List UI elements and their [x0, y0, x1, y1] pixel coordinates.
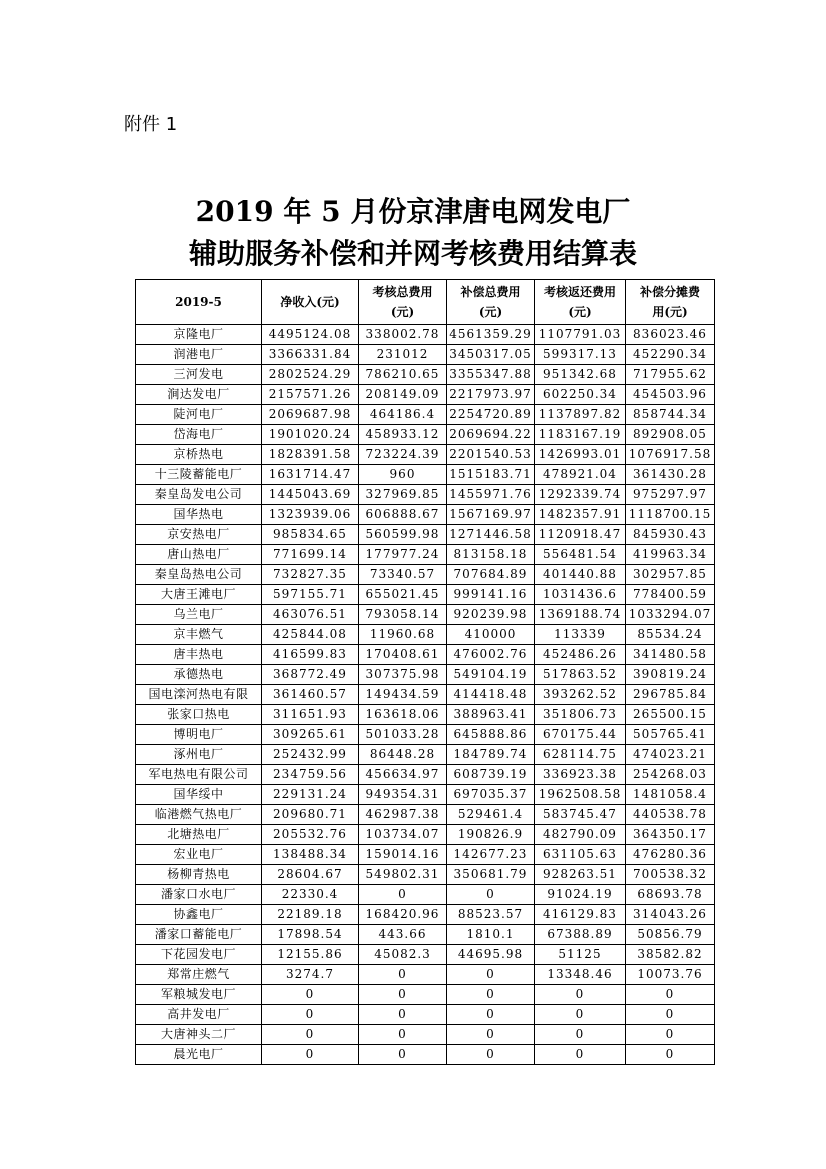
value-cell: 45082.3: [359, 945, 447, 965]
value-cell: 583745.47: [535, 805, 626, 825]
value-cell: 0: [359, 885, 447, 905]
value-cell: 999141.16: [447, 585, 535, 605]
value-cell: 1482357.91: [535, 505, 626, 525]
value-cell: 68693.78: [626, 885, 715, 905]
plant-name-cell: 秦皇岛热电公司: [136, 565, 262, 585]
column-header: [447, 280, 535, 325]
value-cell: 0: [359, 1045, 447, 1065]
value-cell: 1631714.47: [262, 465, 359, 485]
column-header: [626, 280, 715, 325]
value-cell: 0: [447, 1025, 535, 1045]
plant-name-cell: 博明电厂: [136, 725, 262, 745]
value-cell: 949354.31: [359, 785, 447, 805]
value-cell: 778400.59: [626, 585, 715, 605]
value-cell: 1118700.15: [626, 505, 715, 525]
value-cell: 1567169.97: [447, 505, 535, 525]
value-cell: 163618.06: [359, 705, 447, 725]
value-cell: 0: [447, 965, 535, 985]
table-row: [136, 345, 715, 365]
value-cell: 1481058.4: [626, 785, 715, 805]
plant-name-cell: 涿州电厂: [136, 745, 262, 765]
column-header: [535, 280, 626, 325]
value-cell: 732827.35: [262, 565, 359, 585]
column-header: [262, 280, 359, 325]
column-header-text: 考核返还费用: [543, 285, 616, 299]
value-cell: 463076.51: [262, 605, 359, 625]
plant-name-cell: 国电滦河热电有限: [136, 685, 262, 705]
table-row: [136, 1025, 715, 1045]
value-cell: 786210.65: [359, 365, 447, 385]
table-row: [136, 785, 715, 805]
plant-name-cell: 京桥热电: [136, 445, 262, 465]
value-cell: 361460.57: [262, 685, 359, 705]
value-cell: 517863.52: [535, 665, 626, 685]
value-cell: 478921.04: [535, 465, 626, 485]
value-cell: 858744.34: [626, 405, 715, 425]
value-cell: 1445043.69: [262, 485, 359, 505]
value-cell: 920239.98: [447, 605, 535, 625]
plant-name-cell: 三河发电: [136, 365, 262, 385]
value-cell: 0: [359, 985, 447, 1005]
value-cell: 670175.44: [535, 725, 626, 745]
value-cell: 2069687.98: [262, 405, 359, 425]
plant-name-cell: 乌兰电厂: [136, 605, 262, 625]
value-cell: 2069694.22: [447, 425, 535, 445]
value-cell: 505765.41: [626, 725, 715, 745]
value-cell: 1107791.03: [535, 325, 626, 345]
table-row: [136, 1045, 715, 1065]
plant-name-cell: 大唐王滩电厂: [136, 585, 262, 605]
value-cell: 361430.28: [626, 465, 715, 485]
value-cell: 975297.97: [626, 485, 715, 505]
value-cell: 1120918.47: [535, 525, 626, 545]
value-cell: 1183167.19: [535, 425, 626, 445]
value-cell: 1455971.76: [447, 485, 535, 505]
value-cell: 229131.24: [262, 785, 359, 805]
value-cell: 549104.19: [447, 665, 535, 685]
table-row: [136, 985, 715, 1005]
value-cell: 723224.39: [359, 445, 447, 465]
plant-name-cell: 国华热电: [136, 505, 262, 525]
value-cell: 458933.12: [359, 425, 447, 445]
value-cell: 393262.52: [535, 685, 626, 705]
table-row: [136, 705, 715, 725]
value-cell: 1828391.58: [262, 445, 359, 465]
value-cell: 0: [262, 985, 359, 1005]
value-cell: 985834.65: [262, 525, 359, 545]
value-cell: 22189.18: [262, 905, 359, 925]
value-cell: 599317.13: [535, 345, 626, 365]
value-cell: 388963.41: [447, 705, 535, 725]
plant-name-cell: 潘家口蓄能电厂: [136, 925, 262, 945]
value-cell: 476002.76: [447, 645, 535, 665]
value-cell: 168420.96: [359, 905, 447, 925]
value-cell: 482790.09: [535, 825, 626, 845]
value-cell: 0: [262, 1005, 359, 1025]
value-cell: 606888.67: [359, 505, 447, 525]
column-header-text: 补偿总费用: [460, 285, 521, 299]
value-cell: 697035.37: [447, 785, 535, 805]
settlement-table: [135, 279, 715, 1065]
plant-name-cell: 下花园发电厂: [136, 945, 262, 965]
column-header-text: 净收入(元): [280, 295, 340, 309]
table-header: [136, 280, 715, 325]
table-row: [136, 925, 715, 945]
value-cell: 700538.32: [626, 865, 715, 885]
value-cell: 1901020.24: [262, 425, 359, 445]
value-cell: 1033294.07: [626, 605, 715, 625]
value-cell: 1323939.06: [262, 505, 359, 525]
plant-name-cell: 张家口热电: [136, 705, 262, 725]
table-row: [136, 465, 715, 485]
attachment-label: 附件 1: [124, 114, 178, 135]
column-header: [136, 280, 262, 325]
value-cell: 549802.31: [359, 865, 447, 885]
plant-name-cell: 京安热电厂: [136, 525, 262, 545]
plant-name-cell: 郑常庄燃气: [136, 965, 262, 985]
value-cell: 425844.08: [262, 625, 359, 645]
value-cell: 1962508.58: [535, 785, 626, 805]
value-cell: 892908.05: [626, 425, 715, 445]
value-cell: 1369188.74: [535, 605, 626, 625]
plant-name-cell: 国华绥中: [136, 785, 262, 805]
value-cell: 170408.61: [359, 645, 447, 665]
value-cell: 645888.86: [447, 725, 535, 745]
value-cell: 368772.49: [262, 665, 359, 685]
value-cell: 12155.86: [262, 945, 359, 965]
value-cell: 556481.54: [535, 545, 626, 565]
table-row: [136, 585, 715, 605]
value-cell: 474023.21: [626, 745, 715, 765]
value-cell: 0: [535, 1005, 626, 1025]
value-cell: 149434.59: [359, 685, 447, 705]
value-cell: 2157571.26: [262, 385, 359, 405]
value-cell: 928263.51: [535, 865, 626, 885]
value-cell: 13348.46: [535, 965, 626, 985]
plant-name-cell: 十三陵蓄能电厂: [136, 465, 262, 485]
plant-name-cell: 宏业电厂: [136, 845, 262, 865]
value-cell: 443.66: [359, 925, 447, 945]
value-cell: 813158.18: [447, 545, 535, 565]
table-row: [136, 725, 715, 745]
plant-name-cell: 秦皇岛发电公司: [136, 485, 262, 505]
value-cell: 793058.14: [359, 605, 447, 625]
value-cell: 38582.82: [626, 945, 715, 965]
plant-name-cell: 唐丰热电: [136, 645, 262, 665]
value-cell: 845930.43: [626, 525, 715, 545]
plant-name-cell: 杨柳青热电: [136, 865, 262, 885]
plant-name-cell: 岱海电厂: [136, 425, 262, 445]
value-cell: 0: [535, 1045, 626, 1065]
column-header-text: (元): [568, 305, 592, 319]
value-cell: 960: [359, 465, 447, 485]
page-title-line2: 辅助服务补偿和并网考核费用结算表: [188, 237, 637, 270]
value-cell: 602250.34: [535, 385, 626, 405]
value-cell: 22330.4: [262, 885, 359, 905]
table-row: [136, 645, 715, 665]
table-row: [136, 445, 715, 465]
table-row: [136, 885, 715, 905]
table-row: [136, 1005, 715, 1025]
table-row: [136, 625, 715, 645]
value-cell: 1810.1: [447, 925, 535, 945]
table-row: [136, 385, 715, 405]
plant-name-cell: 润港电厂: [136, 345, 262, 365]
value-cell: 631105.63: [535, 845, 626, 865]
value-cell: 309265.61: [262, 725, 359, 745]
plant-name-cell: 北塘热电厂: [136, 825, 262, 845]
table-row: [136, 905, 715, 925]
value-cell: 138488.34: [262, 845, 359, 865]
value-cell: 205532.76: [262, 825, 359, 845]
value-cell: 159014.16: [359, 845, 447, 865]
table-row: [136, 525, 715, 545]
value-cell: 88523.57: [447, 905, 535, 925]
value-cell: 416129.83: [535, 905, 626, 925]
table-row: [136, 745, 715, 765]
value-cell: 836023.46: [626, 325, 715, 345]
plant-name-cell: 涧达发电厂: [136, 385, 262, 405]
value-cell: 113339: [535, 625, 626, 645]
value-cell: 208149.09: [359, 385, 447, 405]
value-cell: 85534.24: [626, 625, 715, 645]
value-cell: 314043.26: [626, 905, 715, 925]
value-cell: 3450317.05: [447, 345, 535, 365]
table-row: [136, 865, 715, 885]
table-row: [136, 485, 715, 505]
value-cell: 351806.73: [535, 705, 626, 725]
value-cell: 1031436.6: [535, 585, 626, 605]
value-cell: 0: [626, 985, 715, 1005]
value-cell: 51125: [535, 945, 626, 965]
plant-name-cell: 京隆电厂: [136, 325, 262, 345]
table-row: [136, 365, 715, 385]
value-cell: 401440.88: [535, 565, 626, 585]
value-cell: 529461.4: [447, 805, 535, 825]
table-row: [136, 325, 715, 345]
value-cell: 0: [626, 1045, 715, 1065]
value-cell: 2217973.97: [447, 385, 535, 405]
table-body: [136, 325, 715, 1065]
value-cell: 4561359.29: [447, 325, 535, 345]
value-cell: 296785.84: [626, 685, 715, 705]
value-cell: 17898.54: [262, 925, 359, 945]
value-cell: 311651.93: [262, 705, 359, 725]
value-cell: 560599.98: [359, 525, 447, 545]
value-cell: 0: [447, 1005, 535, 1025]
table-row: [136, 545, 715, 565]
value-cell: 28604.67: [262, 865, 359, 885]
table-row: [136, 845, 715, 865]
value-cell: 419963.34: [626, 545, 715, 565]
value-cell: 0: [359, 1025, 447, 1045]
table-row: [136, 665, 715, 685]
value-cell: 1076917.58: [626, 445, 715, 465]
plant-name-cell: 高井发电厂: [136, 1005, 262, 1025]
column-header-text: 补偿分摊费: [639, 285, 700, 299]
value-cell: 1292339.74: [535, 485, 626, 505]
header-row: [136, 280, 715, 325]
table-row: [136, 505, 715, 525]
value-cell: 628114.75: [535, 745, 626, 765]
value-cell: 327969.85: [359, 485, 447, 505]
column-header-text: (元): [390, 305, 415, 319]
plant-name-cell: 协鑫电厂: [136, 905, 262, 925]
value-cell: 414418.48: [447, 685, 535, 705]
table-row: [136, 945, 715, 965]
value-cell: 0: [447, 985, 535, 1005]
value-cell: 336923.38: [535, 765, 626, 785]
plant-name-cell: 承德热电: [136, 665, 262, 685]
value-cell: 0: [626, 1025, 715, 1045]
value-cell: 1515183.71: [447, 465, 535, 485]
value-cell: 655021.45: [359, 585, 447, 605]
value-cell: 11960.68: [359, 625, 447, 645]
value-cell: 0: [626, 1005, 715, 1025]
value-cell: 2802524.29: [262, 365, 359, 385]
column-header-text: 2019-5: [175, 295, 222, 309]
value-cell: 142677.23: [447, 845, 535, 865]
value-cell: 1137897.82: [535, 405, 626, 425]
value-cell: 0: [535, 985, 626, 1005]
table-row: [136, 565, 715, 585]
value-cell: 350681.79: [447, 865, 535, 885]
value-cell: 440538.78: [626, 805, 715, 825]
value-cell: 3355347.88: [447, 365, 535, 385]
value-cell: 209680.71: [262, 805, 359, 825]
value-cell: 190826.9: [447, 825, 535, 845]
column-header-text: 用(元): [652, 305, 688, 319]
value-cell: 86448.28: [359, 745, 447, 765]
column-header-text: 考核总费用: [372, 285, 433, 299]
value-cell: 456634.97: [359, 765, 447, 785]
value-cell: 254268.03: [626, 765, 715, 785]
plant-name-cell: 唐山热电厂: [136, 545, 262, 565]
value-cell: 0: [359, 965, 447, 985]
value-cell: 177977.24: [359, 545, 447, 565]
value-cell: 1271446.58: [447, 525, 535, 545]
value-cell: 73340.57: [359, 565, 447, 585]
value-cell: 0: [447, 1045, 535, 1065]
plant-name-cell: 潘家口水电厂: [136, 885, 262, 905]
value-cell: 252432.99: [262, 745, 359, 765]
value-cell: 103734.07: [359, 825, 447, 845]
table-row: [136, 685, 715, 705]
table-row: [136, 425, 715, 445]
plant-name-cell: 军粮城发电厂: [136, 985, 262, 1005]
value-cell: 597155.71: [262, 585, 359, 605]
value-cell: 951342.68: [535, 365, 626, 385]
value-cell: 462987.38: [359, 805, 447, 825]
value-cell: 464186.4: [359, 405, 447, 425]
value-cell: 341480.58: [626, 645, 715, 665]
table-row: [136, 765, 715, 785]
value-cell: 0: [359, 1005, 447, 1025]
value-cell: 4495124.08: [262, 325, 359, 345]
value-cell: 416599.83: [262, 645, 359, 665]
plant-name-cell: 军电热电有限公司: [136, 765, 262, 785]
plant-name-cell: 陡河电厂: [136, 405, 262, 425]
value-cell: 3366331.84: [262, 345, 359, 365]
value-cell: 184789.74: [447, 745, 535, 765]
value-cell: 501033.28: [359, 725, 447, 745]
value-cell: 44695.98: [447, 945, 535, 965]
value-cell: 91024.19: [535, 885, 626, 905]
value-cell: 0: [262, 1025, 359, 1045]
value-cell: 2201540.53: [447, 445, 535, 465]
value-cell: 265500.15: [626, 705, 715, 725]
value-cell: 608739.19: [447, 765, 535, 785]
value-cell: 476280.36: [626, 845, 715, 865]
value-cell: 10073.76: [626, 965, 715, 985]
column-header-text: (元): [478, 305, 503, 319]
value-cell: 410000: [447, 625, 535, 645]
value-cell: 364350.17: [626, 825, 715, 845]
value-cell: 338002.78: [359, 325, 447, 345]
value-cell: 771699.14: [262, 545, 359, 565]
value-cell: 0: [262, 1045, 359, 1065]
plant-name-cell: 晨光电厂: [136, 1045, 262, 1065]
value-cell: 390819.24: [626, 665, 715, 685]
value-cell: 452290.34: [626, 345, 715, 365]
column-header: [359, 280, 447, 325]
value-cell: 307375.98: [359, 665, 447, 685]
value-cell: 707684.89: [447, 565, 535, 585]
value-cell: 302957.85: [626, 565, 715, 585]
value-cell: 717955.62: [626, 365, 715, 385]
plant-name-cell: 大唐神头二厂: [136, 1025, 262, 1045]
table-row: [136, 405, 715, 425]
table-row: [136, 825, 715, 845]
value-cell: 234759.56: [262, 765, 359, 785]
plant-name-cell: 京丰燃气: [136, 625, 262, 645]
value-cell: 452486.26: [535, 645, 626, 665]
value-cell: 231012: [359, 345, 447, 365]
value-cell: 0: [535, 1025, 626, 1045]
value-cell: 454503.96: [626, 385, 715, 405]
table-row: [136, 805, 715, 825]
value-cell: 0: [447, 885, 535, 905]
page-title-line1: 2019 年 5 月份京津唐电网发电厂: [195, 195, 631, 228]
table-row: [136, 965, 715, 985]
value-cell: 3274.7: [262, 965, 359, 985]
value-cell: 50856.79: [626, 925, 715, 945]
value-cell: 1426993.01: [535, 445, 626, 465]
plant-name-cell: 临港燃气热电厂: [136, 805, 262, 825]
table-row: [136, 605, 715, 625]
value-cell: 67388.89: [535, 925, 626, 945]
value-cell: 2254720.89: [447, 405, 535, 425]
